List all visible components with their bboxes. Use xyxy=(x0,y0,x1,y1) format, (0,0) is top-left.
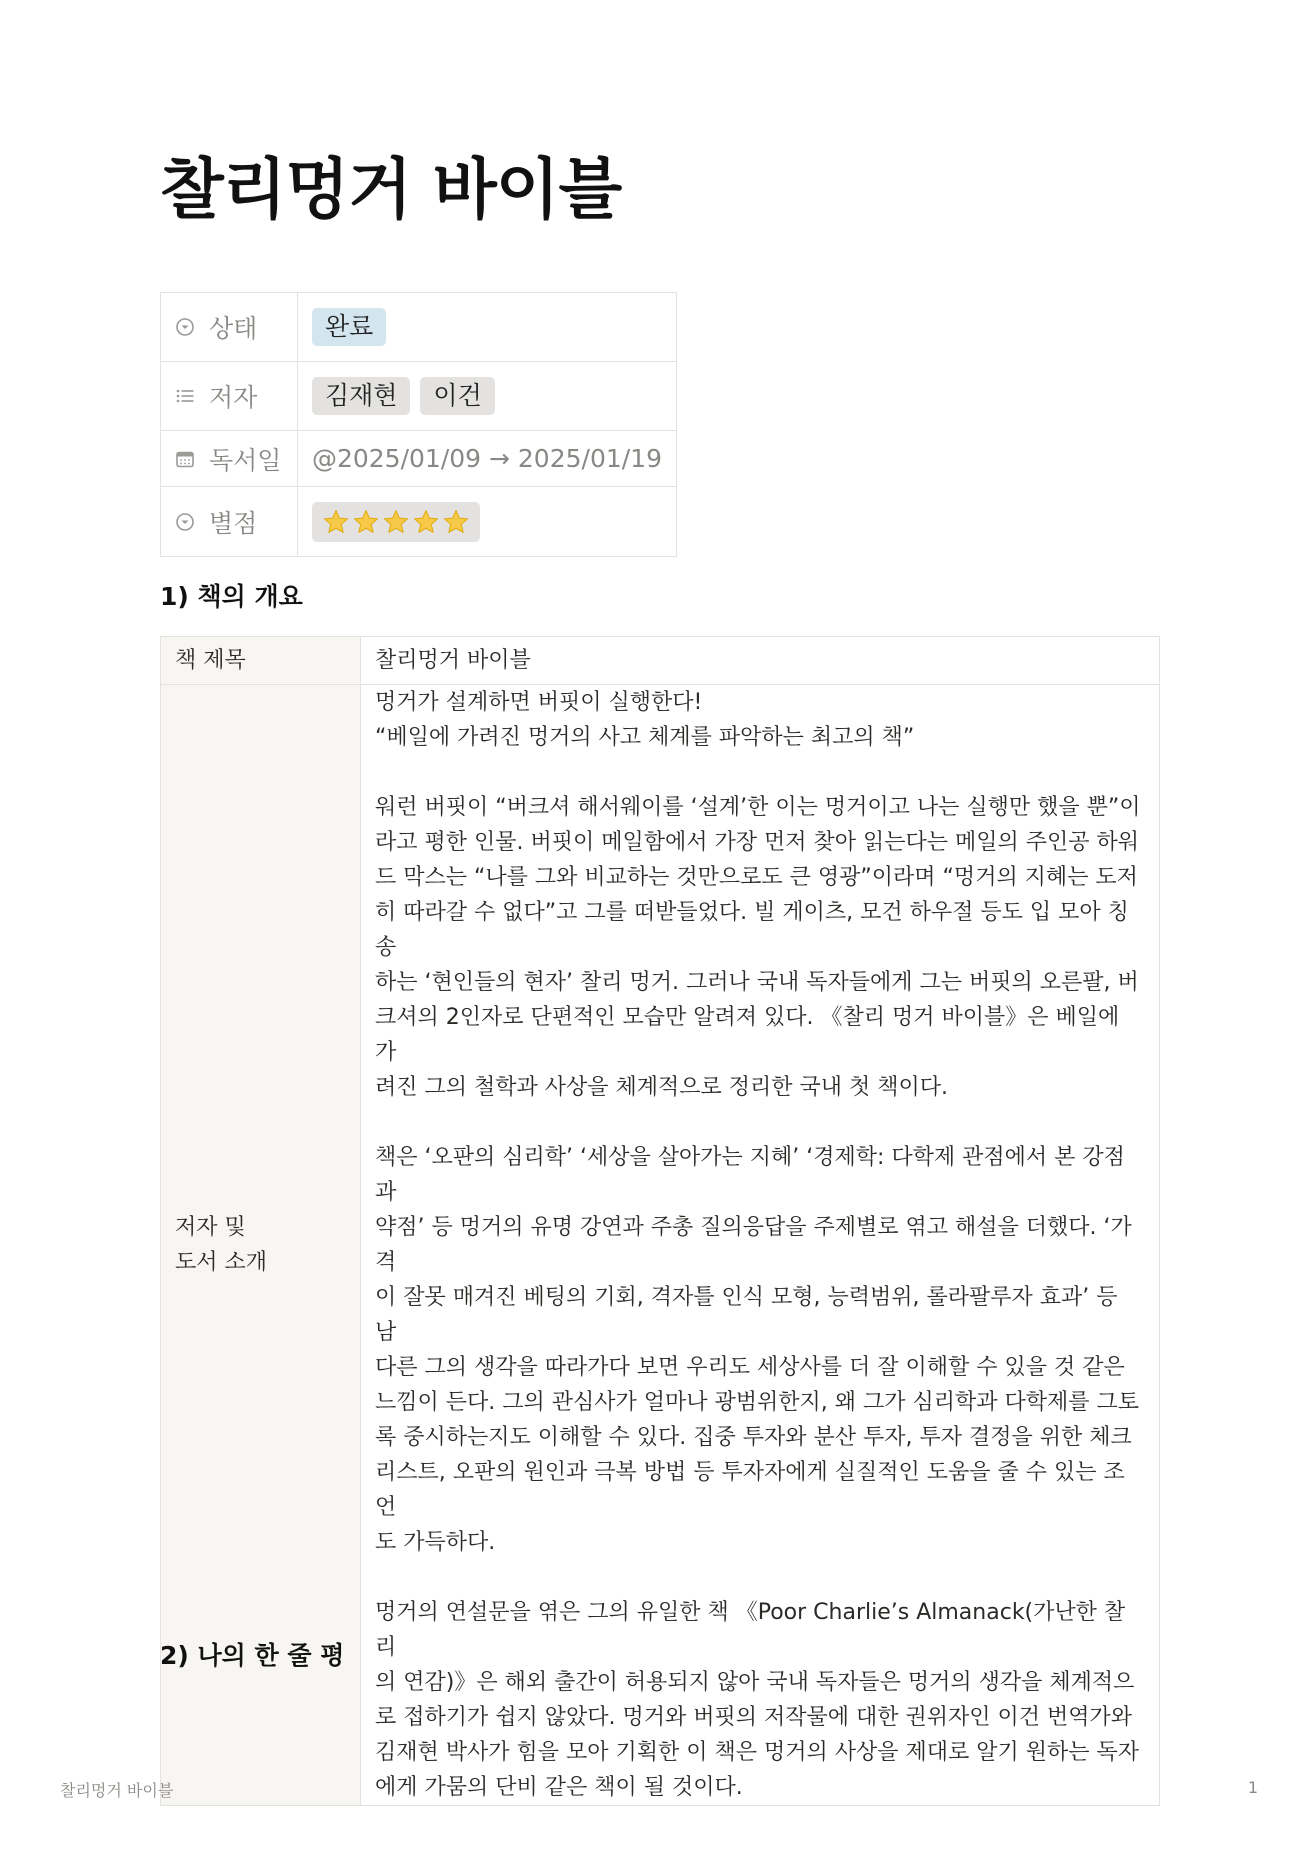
overview-header-title: 책 제목 xyxy=(161,637,361,685)
property-value-read-date[interactable] xyxy=(297,431,676,487)
page-title: 찰리멍거 바이블 xyxy=(160,151,622,228)
star-icon xyxy=(412,508,440,536)
intro-line: 의 연감)》은 해외 출간이 허용되지 않아 국내 독자들은 멍거의 생각을 체계적으 xyxy=(375,1670,1135,1695)
intro-line: 멍거가 설계하면 버핏이 실행한다! xyxy=(375,690,703,715)
intro-line: 록 중시하는지도 이해할 수 있다. 집중 투자와 분산 투자, 투자 결정을 위한 체크 xyxy=(375,1425,1132,1450)
property-row-status xyxy=(161,293,677,362)
intro-line: 도 가득하다. xyxy=(375,1530,496,1555)
intro-paragraph xyxy=(375,1595,1145,1805)
intro-line: 멍거의 연설문을 엮은 그의 유일한 책 《Poor Charlie’s Almanack(가난한 찰리 xyxy=(375,1600,1126,1660)
property-label-status: 상태 xyxy=(209,314,258,343)
section-heading-review: 2) 나의 한 줄 평 xyxy=(160,1641,345,1670)
star-icon xyxy=(442,508,470,536)
read-date-range: @2025/01/09 → 2025/01/19 xyxy=(311,444,662,473)
intro-line: 에게 가뭄의 단비 같은 책이 될 것이다. xyxy=(375,1775,743,1800)
intro-line: 드 막스는 “나를 그와 비교하는 것만으로도 큰 영광”이라며 “멍거의 지혜는 도저 xyxy=(375,865,1138,890)
intro-label-line: 도서 소개 xyxy=(175,1250,268,1275)
intro-label-line: 저자 및 xyxy=(175,1215,246,1240)
intro-line: 하는 ‘현인들의 현자’ 찰리 멍거. 그러나 국내 독자들에게 그는 버핏의 오른팔, 버 xyxy=(375,970,1139,995)
property-label-rating: 별점 xyxy=(209,508,258,538)
property-value-rating[interactable] xyxy=(297,487,676,557)
intro-paragraph xyxy=(375,790,1145,1105)
intro-line: 로 접하기가 쉽지 않았다. 멍거와 버핏의 저작물에 대한 권위자인 이건 번역가와 xyxy=(375,1705,1132,1730)
property-row-read-date xyxy=(161,431,677,487)
intro-paragraph xyxy=(375,1140,1145,1560)
overview-table xyxy=(160,636,1160,1806)
footer-page-number: 1 xyxy=(1247,1778,1258,1797)
intro-line: “베일에 가려진 멍거의 사고 체계를 파악하는 최고의 책” xyxy=(375,725,915,750)
property-key-rating[interactable] xyxy=(161,487,298,557)
list-icon xyxy=(175,386,195,406)
property-row-authors xyxy=(161,362,677,431)
property-key-read-date[interactable] xyxy=(161,431,298,487)
intro-line: 김재현 박사가 힘을 모아 기획한 이 책은 멍거의 사상을 제대로 알기 원하는 독자 xyxy=(375,1740,1139,1765)
star-icon xyxy=(352,508,380,536)
property-key-authors[interactable] xyxy=(161,362,298,431)
property-value-status[interactable] xyxy=(297,293,676,362)
star-icon xyxy=(382,508,410,536)
status-circle-icon xyxy=(175,512,195,532)
intro-line: 워런 버핏이 “버크셔 해서웨이를 ‘설계’한 이는 멍거이고 나는 실행만 했을 뿐”이 xyxy=(375,795,1141,820)
intro-line: 느낌이 든다. 그의 관심사가 얼마나 광범위한지, 왜 그가 심리학과 다학제를 그토 xyxy=(375,1390,1139,1415)
property-value-authors[interactable] xyxy=(297,362,676,431)
property-key-status[interactable] xyxy=(161,293,298,362)
intro-line: 약점’ 등 멍거의 유명 강연과 주총 질의응답을 주제별로 엮고 해설을 더했다. ‘가격 xyxy=(375,1215,1132,1275)
star-icon xyxy=(322,508,350,536)
overview-row-title xyxy=(161,637,1160,685)
intro-line: 다른 그의 생각을 따라가다 보면 우리도 세상사를 더 잘 이해할 수 있을 것 같은 xyxy=(375,1355,1125,1380)
calendar-icon xyxy=(175,449,195,469)
property-label-authors: 저자 xyxy=(209,383,258,412)
section-heading-overview: 1) 책의 개요 xyxy=(160,582,303,611)
author-tag[interactable]: 이건 xyxy=(420,377,494,415)
overview-value-intro xyxy=(361,685,1160,1806)
intro-line: 히 따라갈 수 없다”고 그를 떠받들었다. 빌 게이츠, 모건 하우절 등도 입 모아 칭송 xyxy=(375,900,1129,960)
intro-line: 이 잘못 매겨진 베팅의 기회, 격자틀 인식 모형, 능력범위, 롤라팔루자 효과’ 등 남 xyxy=(375,1285,1118,1345)
intro-paragraph xyxy=(375,685,1145,755)
intro-line: 려진 그의 철학과 사상을 체계적으로 정리한 국내 첫 책이다. xyxy=(375,1075,948,1100)
properties-table xyxy=(160,292,677,557)
footer-doc-name: 찰리멍거 바이블 xyxy=(60,1781,174,1800)
property-label-read-date: 독서일 xyxy=(209,445,282,475)
status-tag[interactable]: 완료 xyxy=(312,308,386,346)
overview-value-title: 찰리멍거 바이블 xyxy=(361,637,1160,685)
intro-line: 책은 ‘오판의 심리학’ ‘세상을 살아가는 지혜’ ‘경제학: 다학제 관점에서 본 강점과 xyxy=(375,1145,1125,1205)
status-circle-icon xyxy=(175,317,195,337)
intro-line: 라고 평한 인물. 버핏이 메일함에서 가장 먼저 찾아 읽는다는 메일의 주인공 하워 xyxy=(375,830,1139,855)
intro-line: 리스트, 오판의 원인과 극복 방법 등 투자자에게 실질적인 도움을 줄 수 있는 조언 xyxy=(375,1460,1125,1520)
rating-stars[interactable] xyxy=(312,502,480,542)
property-row-rating xyxy=(161,487,677,557)
intro-line: 크셔의 2인자로 단편적인 모습만 알려져 있다. 《찰리 멍거 바이블》은 베일에 가 xyxy=(375,1005,1120,1065)
author-tag[interactable]: 김재현 xyxy=(312,377,410,415)
